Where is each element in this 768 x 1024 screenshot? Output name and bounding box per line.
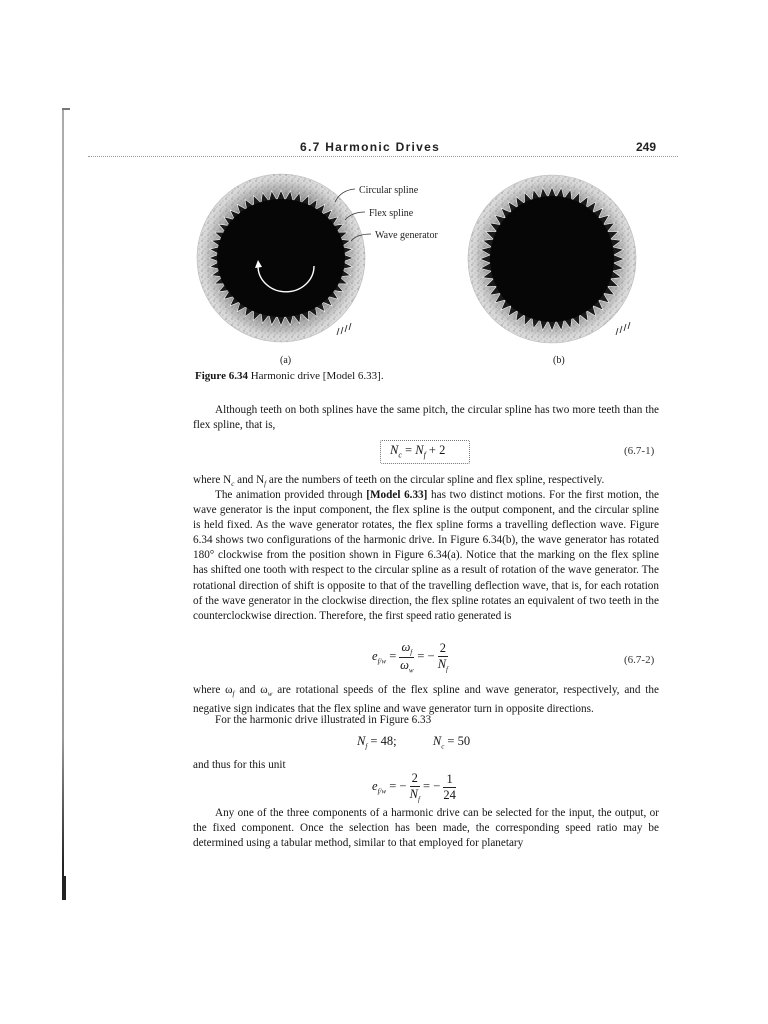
equation-speed-ratio-result: $e_{f/w}$ = − $\frac{2}{N_f}$ = − $\frac{1}{24}$ bbox=[372, 771, 456, 804]
subfigure-label-a: (a) bbox=[280, 355, 292, 366]
page-left-margin-tick bbox=[62, 108, 70, 110]
paragraph-teeth-count: Although teeth on both splines have the same pitch, the circular spline has two more teeth than the flex spline, that is, bbox=[193, 404, 659, 432]
paragraph-speeds: where $\omega_f$ and $\omega_w$ are rotational speeds of the flex spline and wave generator, respectively, and the negative sign indicates that the flex spline and wave generator turn in opposite directions. bbox=[193, 684, 659, 716]
p2-text-c: are the numbers of teeth on the circular spline and flex spline, respectively. bbox=[266, 474, 605, 486]
equation-6-7-2: $e_{f/w}$ = $\frac{\omega_f}{\omega_w}$ = − $\frac{2}{N_f}$ bbox=[372, 640, 448, 674]
paragraph-unit: and thus for this unit bbox=[193, 759, 286, 771]
paragraph-definitions: where $N_c$ and $N_f$ are the numbers of teeth on the circular spline and flex spline, respectively. bbox=[193, 474, 605, 489]
p2-text-b: and N bbox=[234, 474, 265, 486]
equation-6-7-1: $N_c = N_f + 2$ bbox=[390, 443, 446, 460]
tooth-marking-a bbox=[337, 323, 351, 335]
running-header: 6.7 Harmonic Drives bbox=[300, 140, 441, 154]
subfigure-label-b: (b) bbox=[553, 355, 565, 366]
header-rule bbox=[88, 156, 678, 157]
drive-a bbox=[197, 174, 365, 342]
nc-value: 50 bbox=[457, 734, 471, 748]
harmonic-drive-figure bbox=[195, 168, 665, 350]
wave-generator-b bbox=[490, 196, 614, 322]
paragraph-figure-ref: For the harmonic drive illustrated in Figure 6.33 bbox=[215, 714, 432, 726]
paragraph-tabular-method: Any one of the three components of a harmonic drive can be selected for the input, the output, or the fixed component. Once the selection has been made, the corresponding speed ratio may be determined using a tabular method, similar to that employed for planetary bbox=[193, 807, 659, 850]
callout-wave-generator: Wave generator bbox=[375, 230, 438, 241]
nf-value: 48 bbox=[380, 734, 394, 748]
p4-text-c: are rotational speeds of the flex spline and wave generator, respectively, and the negative sign indicates that the flex spline and wave generator turn in opposite directions. bbox=[193, 684, 659, 716]
wave-generator-a bbox=[217, 199, 345, 317]
p2-text-a: where N bbox=[193, 474, 232, 486]
callout-circular-spline: Circular spline bbox=[359, 185, 419, 196]
p3-text-b: has two distinct motions. For the first motion, the wave generator is the input component, the flex spline is the output component, and the circular spline is held fixed. As the wave generator rotates, the flex spline forms a travelling deflection wave. Figure 6.34 shows two configurations of the harmonic drive. In Figure 6.34(b), the wave generator has rotated 180° clockwise from the position shown in Figure 6.34(a). Notice that the marking on the flex spline has shifted one tooth with respect to the circular spline as a result of rotation of the wave generator. The rotational direction of shift is opposite to that of the travelling deflection wave, that is, for each rotation of the wave generator in the clockwise direction, the flex spline rotates an equivalent of two teeth in the counterclockwise direction. Therefore, the first speed ratio generated is bbox=[193, 489, 660, 622]
paragraph-animation bbox=[193, 488, 659, 624]
page-number: 249 bbox=[636, 140, 657, 154]
p3-model-ref: [Model 6.33] bbox=[366, 489, 428, 501]
drive-b bbox=[468, 175, 636, 343]
p4-text-b: and ω bbox=[234, 684, 268, 696]
p3-text-a: The animation provided through bbox=[215, 489, 367, 501]
page-left-margin-bar bbox=[62, 108, 64, 898]
equation-number-1: (6.7-1) bbox=[624, 445, 655, 457]
p4-text-a: where ω bbox=[193, 684, 233, 696]
equation-number-2: (6.7-2) bbox=[624, 654, 655, 666]
tooth-marking-b bbox=[616, 322, 630, 335]
figure-caption bbox=[195, 370, 384, 382]
tooth-count-values: $N_f = 48$; $N_c = 50$ bbox=[357, 734, 471, 751]
page-left-margin-foot bbox=[62, 876, 66, 900]
callout-flex-spline: Flex spline bbox=[369, 208, 414, 219]
figure-caption-text: Harmonic drive [Model 6.33]. bbox=[250, 370, 384, 382]
figure-caption-label: Figure 6.34 bbox=[195, 370, 248, 382]
